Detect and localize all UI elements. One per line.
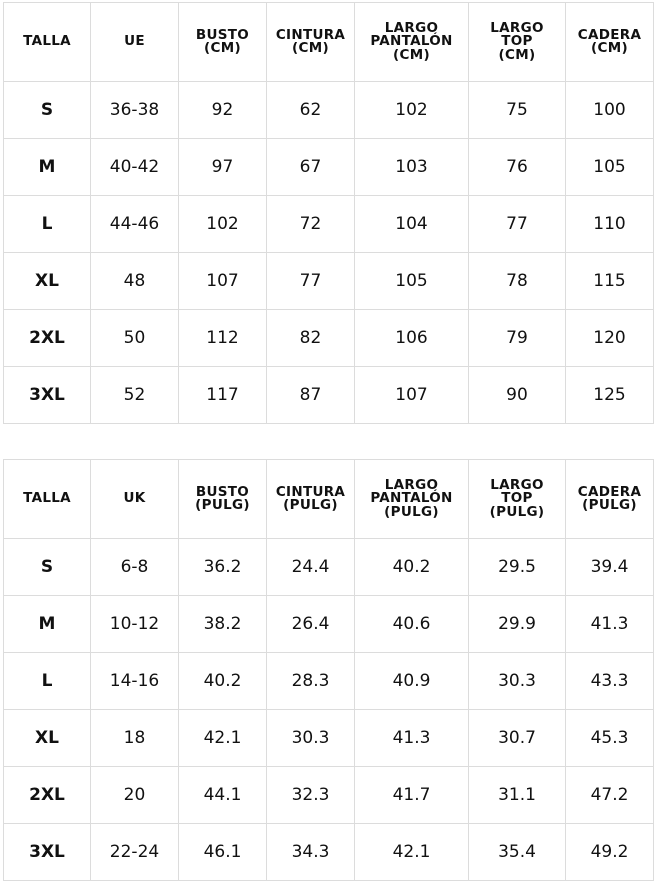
measurement-cell: 26.4	[267, 596, 355, 653]
column-header-line: BUSTO	[195, 26, 250, 43]
measurement-cell: 103	[355, 139, 469, 196]
column-header	[267, 3, 355, 82]
column-header-line: UK	[123, 490, 146, 507]
measurement-cell: 62	[267, 82, 355, 139]
measurement-cell: 67	[267, 139, 355, 196]
table-header-row	[4, 3, 654, 82]
column-header	[91, 460, 179, 539]
measurement-cell: 31.1	[469, 767, 566, 824]
size-label-cell: L	[4, 196, 91, 253]
measurement-cell: 97	[179, 139, 267, 196]
table-row	[4, 82, 654, 139]
measurement-cell: 105	[566, 139, 654, 196]
column-header-line: (CM)	[591, 40, 628, 56]
measurement-cell: 36-38	[91, 82, 179, 139]
measurement-cell: 32.3	[267, 767, 355, 824]
column-header-line: CADERA	[577, 26, 642, 43]
measurement-cell: 44.1	[179, 767, 267, 824]
measurement-cell: 40-42	[91, 139, 179, 196]
measurement-cell: 102	[179, 196, 267, 253]
measurement-cell: 22-24	[91, 824, 179, 881]
table-row	[4, 767, 654, 824]
measurement-cell: 110	[566, 196, 654, 253]
measurement-cell: 24.4	[267, 539, 355, 596]
measurement-cell: 34.3	[267, 824, 355, 881]
measurement-cell: 42.1	[355, 824, 469, 881]
column-header-line: PANTALÓN	[370, 33, 453, 50]
size-label-cell: M	[4, 139, 91, 196]
column-header-line: (PULG)	[195, 497, 250, 513]
measurement-cell: 77	[469, 196, 566, 253]
column-header-line: BUSTO	[195, 483, 250, 500]
column-header-line: TOP	[501, 33, 533, 50]
measurement-cell: 10-12	[91, 596, 179, 653]
size-table-cm	[3, 2, 654, 424]
measurement-cell: 40.2	[179, 653, 267, 710]
measurement-cell: 79	[469, 310, 566, 367]
column-header	[566, 460, 654, 539]
column-header	[566, 3, 654, 82]
measurement-cell: 41.3	[566, 596, 654, 653]
size-label-cell: 3XL	[4, 824, 91, 881]
column-header-line: (PULG)	[384, 503, 439, 520]
column-header-line: LARGO	[490, 19, 544, 36]
measurement-cell: 76	[469, 139, 566, 196]
measurement-cell: 14-16	[91, 653, 179, 710]
table-row	[4, 196, 654, 253]
measurement-cell: 41.3	[355, 710, 469, 767]
measurement-cell: 40.2	[355, 539, 469, 596]
size-label-cell: M	[4, 596, 91, 653]
measurement-cell: 20	[91, 767, 179, 824]
measurement-cell: 107	[179, 253, 267, 310]
measurement-cell: 40.9	[355, 653, 469, 710]
measurement-cell: 36.2	[179, 539, 267, 596]
size-label-cell: L	[4, 653, 91, 710]
column-header-line: TALLA	[23, 33, 71, 50]
measurement-cell: 105	[355, 253, 469, 310]
column-header	[469, 460, 566, 539]
measurement-cell: 47.2	[566, 767, 654, 824]
measurement-cell: 30.3	[469, 653, 566, 710]
measurement-cell: 43.3	[566, 653, 654, 710]
column-header	[179, 460, 267, 539]
measurement-cell: 120	[566, 310, 654, 367]
column-header-line: CINTURA	[275, 483, 346, 500]
measurement-cell: 6-8	[91, 539, 179, 596]
measurement-cell: 90	[469, 367, 566, 424]
measurement-cell: 125	[566, 367, 654, 424]
size-label-cell: 2XL	[4, 310, 91, 367]
measurement-cell: 46.1	[179, 824, 267, 881]
table-row	[4, 539, 654, 596]
size-label-cell: S	[4, 82, 91, 139]
column-header-line: (PULG)	[582, 497, 637, 513]
size-label-cell: XL	[4, 253, 91, 310]
measurement-cell: 92	[179, 82, 267, 139]
column-header-line: PANTALÓN	[370, 490, 453, 507]
table-row	[4, 253, 654, 310]
size-label-cell: 2XL	[4, 767, 91, 824]
measurement-cell: 78	[469, 253, 566, 310]
column-header-line: CADERA	[577, 483, 642, 500]
table-header-row	[4, 460, 654, 539]
measurement-cell: 48	[91, 253, 179, 310]
column-header-line: (PULG)	[283, 497, 338, 513]
measurement-cell: 41.7	[355, 767, 469, 824]
measurement-cell: 38.2	[179, 596, 267, 653]
column-header	[355, 3, 469, 82]
column-header-line: (PULG)	[489, 503, 545, 520]
column-header-line: TOP	[501, 490, 533, 507]
column-header	[4, 460, 91, 539]
measurement-cell: 18	[91, 710, 179, 767]
size-label-cell: 3XL	[4, 367, 91, 424]
measurement-cell: 100	[566, 82, 654, 139]
size-label-cell: XL	[4, 710, 91, 767]
column-header-line: (CM)	[204, 40, 241, 56]
measurement-cell: 82	[267, 310, 355, 367]
measurement-cell: 40.6	[355, 596, 469, 653]
measurement-cell: 72	[267, 196, 355, 253]
measurement-cell: 104	[355, 196, 469, 253]
column-header-line: LARGO	[384, 476, 439, 493]
measurement-cell: 28.3	[267, 653, 355, 710]
table-row	[4, 653, 654, 710]
measurement-cell: 49.2	[566, 824, 654, 881]
table-row	[4, 596, 654, 653]
column-header-line: LARGO	[490, 476, 544, 493]
measurement-cell: 102	[355, 82, 469, 139]
column-header-line: TALLA	[23, 490, 71, 507]
column-header	[179, 3, 267, 82]
size-label-cell: S	[4, 539, 91, 596]
measurement-cell: 30.3	[267, 710, 355, 767]
measurement-cell: 115	[566, 253, 654, 310]
column-header-line: (CM)	[393, 46, 430, 63]
measurement-cell: 52	[91, 367, 179, 424]
column-header-line: LARGO	[384, 19, 439, 36]
measurement-cell: 107	[355, 367, 469, 424]
measurement-cell: 39.4	[566, 539, 654, 596]
column-header-line: UE	[124, 33, 145, 50]
column-header-line: (CM)	[498, 46, 536, 63]
table-row	[4, 310, 654, 367]
measurement-cell: 75	[469, 82, 566, 139]
measurement-cell: 87	[267, 367, 355, 424]
measurement-cell: 50	[91, 310, 179, 367]
measurement-cell: 112	[179, 310, 267, 367]
column-header	[4, 3, 91, 82]
table-row	[4, 710, 654, 767]
column-header	[267, 460, 355, 539]
column-header	[355, 460, 469, 539]
measurement-cell: 45.3	[566, 710, 654, 767]
table-row	[4, 824, 654, 881]
table-row	[4, 139, 654, 196]
size-table-inches-body	[4, 460, 654, 881]
column-header	[469, 3, 566, 82]
measurement-cell: 29.5	[469, 539, 566, 596]
measurement-cell: 29.9	[469, 596, 566, 653]
measurement-cell: 30.7	[469, 710, 566, 767]
column-header-line: CINTURA	[275, 26, 346, 43]
measurement-cell: 117	[179, 367, 267, 424]
measurement-cell: 44-46	[91, 196, 179, 253]
measurement-cell: 77	[267, 253, 355, 310]
measurement-cell: 35.4	[469, 824, 566, 881]
size-table-cm-body	[4, 3, 654, 424]
size-table-inches	[3, 459, 654, 881]
measurement-cell: 42.1	[179, 710, 267, 767]
table-row	[4, 367, 654, 424]
column-header	[91, 3, 179, 82]
column-header-line: (CM)	[292, 40, 329, 56]
measurement-cell: 106	[355, 310, 469, 367]
